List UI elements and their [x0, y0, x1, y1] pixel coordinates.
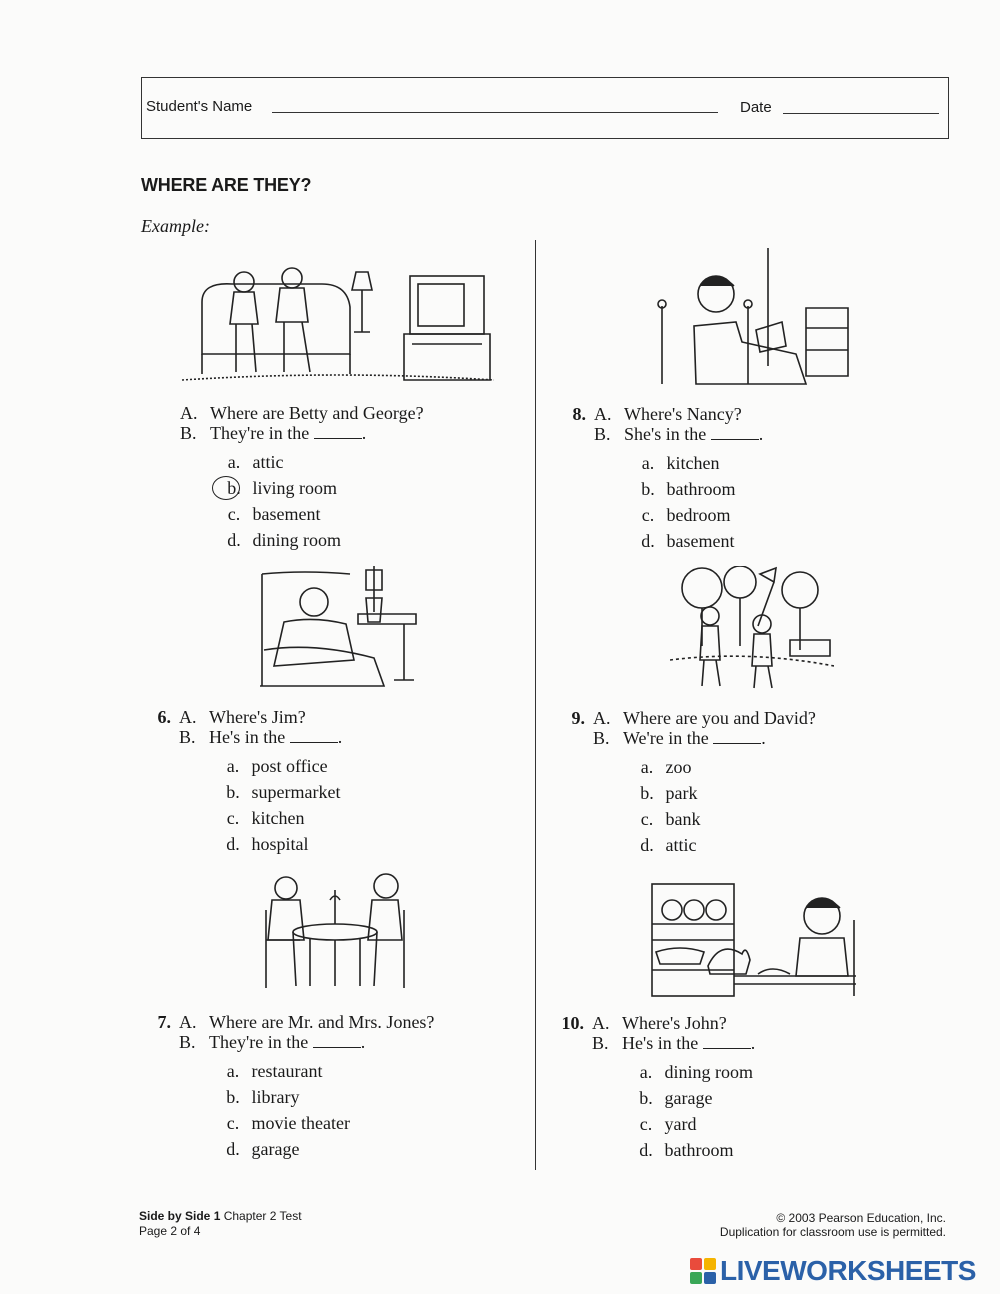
answer-line — [593, 728, 816, 748]
speaker-b-letter: B. — [594, 424, 611, 444]
bedroom-illustration — [656, 246, 850, 386]
option-letter: c. — [640, 809, 654, 829]
option-text: garage — [664, 1088, 713, 1108]
question-text: Where's Nancy? — [624, 404, 742, 424]
answer-option[interactable] — [219, 1058, 434, 1084]
question-number: 9. — [571, 708, 585, 728]
answer-line — [592, 1033, 755, 1053]
option-text: kitchen — [666, 453, 720, 473]
option-letter: a. — [639, 1062, 653, 1082]
option-letter: c. — [227, 504, 241, 524]
date-line[interactable] — [783, 113, 939, 114]
question-text: Where's Jim? — [209, 707, 306, 727]
answer-option[interactable] — [633, 754, 816, 780]
answer-blank[interactable] — [313, 1033, 361, 1048]
speaker-b-letter: B. — [180, 423, 197, 443]
option-letter: a. — [641, 453, 655, 473]
option-text: library — [251, 1087, 300, 1107]
answer-line — [179, 727, 342, 747]
brand-text: LIVEWORKSHEETS — [720, 1255, 976, 1286]
question-line — [157, 1012, 435, 1032]
column-divider — [535, 240, 536, 1170]
answer-blank[interactable] — [703, 1034, 751, 1049]
question-text: Where are Mr. and Mrs. Jones? — [209, 1012, 435, 1032]
answer-suffix: . — [750, 1033, 756, 1053]
date-label: Date — [740, 99, 772, 116]
answer-blank[interactable] — [314, 424, 362, 439]
footer-chapter: Chapter 2 Test — [223, 1209, 302, 1223]
answer-suffix: . — [758, 424, 764, 444]
answer-options — [220, 449, 424, 553]
answer-option[interactable] — [219, 1136, 434, 1162]
park-illustration — [670, 566, 834, 692]
answer-prefix: She's in the — [624, 424, 707, 444]
option-text: attic — [252, 452, 284, 472]
answer-option[interactable] — [219, 805, 342, 831]
option-letter: a. — [227, 452, 241, 472]
option-text: supermarket — [251, 782, 341, 802]
answer-option[interactable] — [632, 1059, 755, 1085]
speaker-b-letter: B. — [592, 1033, 609, 1053]
answer-option[interactable] — [220, 475, 424, 501]
question-8 — [572, 404, 764, 554]
answer-option[interactable] — [634, 528, 763, 554]
option-letter: b. — [226, 782, 240, 802]
answer-line — [180, 423, 424, 443]
answer-option[interactable] — [634, 502, 763, 528]
option-text: dining room — [252, 530, 341, 550]
answer-blank[interactable] — [713, 729, 761, 744]
option-letter: d. — [227, 530, 241, 550]
option-letter: b. — [226, 1087, 240, 1107]
question-7 — [157, 1012, 435, 1162]
answer-option[interactable] — [219, 1084, 434, 1110]
question-text: Where are Betty and George? — [210, 403, 424, 423]
option-letter: c. — [226, 1113, 240, 1133]
option-text: kitchen — [251, 808, 305, 828]
option-text: bank — [665, 809, 701, 829]
question-line — [572, 404, 763, 424]
speaker-b-letter: B. — [179, 1032, 196, 1052]
option-letter: a. — [226, 1061, 240, 1081]
answer-suffix: . — [360, 1032, 366, 1052]
option-text: bathroom — [666, 479, 736, 499]
answer-option[interactable] — [633, 780, 816, 806]
option-text: basement — [252, 504, 321, 524]
option-text: restaurant — [251, 1061, 323, 1081]
example-question — [180, 403, 424, 553]
answer-options — [634, 450, 763, 554]
answer-line — [179, 1032, 434, 1052]
footer-page-number: Page 2 of 4 — [139, 1224, 201, 1238]
answer-option[interactable] — [632, 1111, 755, 1137]
selected-answer-circle — [212, 476, 240, 500]
option-text: movie theater — [251, 1113, 350, 1133]
question-10 — [561, 1013, 756, 1163]
liveworksheets-brand[interactable] — [690, 1255, 976, 1287]
answer-suffix: . — [361, 423, 367, 443]
option-text: living room — [252, 478, 337, 498]
answer-option[interactable] — [219, 779, 342, 805]
option-text: dining room — [664, 1062, 753, 1082]
option-text: bathroom — [664, 1140, 734, 1160]
copyright-text: © 2003 Pearson Education, Inc. — [776, 1211, 946, 1225]
answer-suffix: . — [761, 728, 766, 748]
answer-option[interactable] — [219, 831, 342, 857]
option-text: zoo — [665, 757, 692, 777]
answer-option[interactable] — [632, 1137, 755, 1163]
speaker-b-letter: B. — [179, 727, 196, 747]
option-letter: a. — [640, 757, 654, 777]
option-letter: b. — [639, 1088, 653, 1108]
option-letter: d. — [226, 1139, 240, 1159]
question-number: 6. — [157, 707, 171, 727]
footer-book-info — [139, 1209, 302, 1239]
living-room-illustration — [172, 262, 504, 386]
student-info-box — [141, 77, 949, 139]
option-text: hospital — [251, 834, 309, 854]
student-name-label: Student's Name — [146, 98, 253, 115]
option-letter: a. — [226, 756, 240, 776]
option-text: post office — [251, 756, 328, 776]
option-letter: d. — [640, 835, 654, 855]
answer-option[interactable] — [634, 450, 763, 476]
speaker-b-letter: B. — [593, 728, 610, 748]
answer-prefix: He's in the — [209, 727, 286, 747]
question-line — [561, 1013, 755, 1033]
option-letter: b. — [640, 783, 654, 803]
footer-copyright — [620, 1211, 946, 1239]
answer-option[interactable] — [633, 832, 816, 858]
hospital-illustration — [254, 562, 426, 690]
answer-option[interactable] — [632, 1085, 755, 1111]
question-text: Where are you and David? — [623, 708, 816, 728]
answer-options — [219, 753, 342, 857]
question-9 — [571, 708, 816, 858]
question-line — [157, 707, 342, 727]
footer-book-title: Side by Side 1 — [139, 1209, 221, 1223]
question-number: 10. — [561, 1013, 584, 1033]
option-letter: d. — [226, 834, 240, 854]
permission-text: Duplication for classroom use is permitted. — [719, 1225, 946, 1239]
answer-options — [219, 1058, 434, 1162]
speaker-a-letter: A. — [593, 708, 611, 728]
answer-options — [633, 754, 816, 858]
answer-prefix: They're in the — [210, 423, 310, 443]
option-text: attic — [665, 835, 697, 855]
question-number: 8. — [572, 404, 586, 424]
liveworksheets-logo-icon — [690, 1258, 716, 1284]
option-letter: d. — [639, 1140, 653, 1160]
option-text: yard — [664, 1114, 697, 1134]
option-letter: d. — [641, 531, 655, 551]
question-line — [180, 403, 424, 423]
answer-option[interactable] — [219, 1110, 434, 1136]
speaker-a-letter: A. — [592, 1013, 610, 1033]
answer-blank[interactable] — [290, 728, 338, 743]
option-letter: b. — [227, 478, 241, 498]
answer-line — [594, 424, 763, 444]
dining-room-illustration — [650, 880, 856, 998]
answer-suffix: . — [337, 727, 343, 747]
answer-options — [632, 1059, 755, 1163]
option-letter: b. — [641, 479, 655, 499]
answer-option[interactable] — [220, 501, 424, 527]
answer-prefix: He's in the — [622, 1033, 699, 1053]
student-name-line[interactable] — [272, 112, 718, 113]
speaker-a-letter: A. — [179, 1012, 197, 1032]
answer-prefix: They're in the — [209, 1032, 309, 1052]
question-text: Where's John? — [622, 1013, 727, 1033]
option-letter: c. — [641, 505, 655, 525]
answer-option[interactable] — [220, 527, 424, 553]
section-title: WHERE ARE THEY? — [141, 175, 312, 195]
option-text: bedroom — [666, 505, 731, 525]
question-6 — [157, 707, 343, 857]
answer-prefix: We're in the — [623, 728, 709, 748]
answer-option[interactable] — [219, 753, 342, 779]
option-text: garage — [251, 1139, 300, 1159]
question-line — [571, 708, 816, 728]
option-text: basement — [666, 531, 735, 551]
answer-option[interactable] — [634, 476, 763, 502]
answer-option[interactable] — [633, 806, 816, 832]
answer-option[interactable] — [220, 449, 424, 475]
answer-blank[interactable] — [711, 425, 759, 440]
example-label: Example: — [141, 216, 210, 236]
speaker-a-letter: A. — [594, 404, 612, 424]
speaker-a-letter: A. — [179, 707, 197, 727]
question-number: 7. — [157, 1012, 171, 1032]
option-text: park — [665, 783, 698, 803]
option-letter: c. — [226, 808, 240, 828]
restaurant-illustration — [260, 870, 410, 992]
speaker-a-letter: A. — [180, 403, 198, 423]
option-letter: c. — [639, 1114, 653, 1134]
